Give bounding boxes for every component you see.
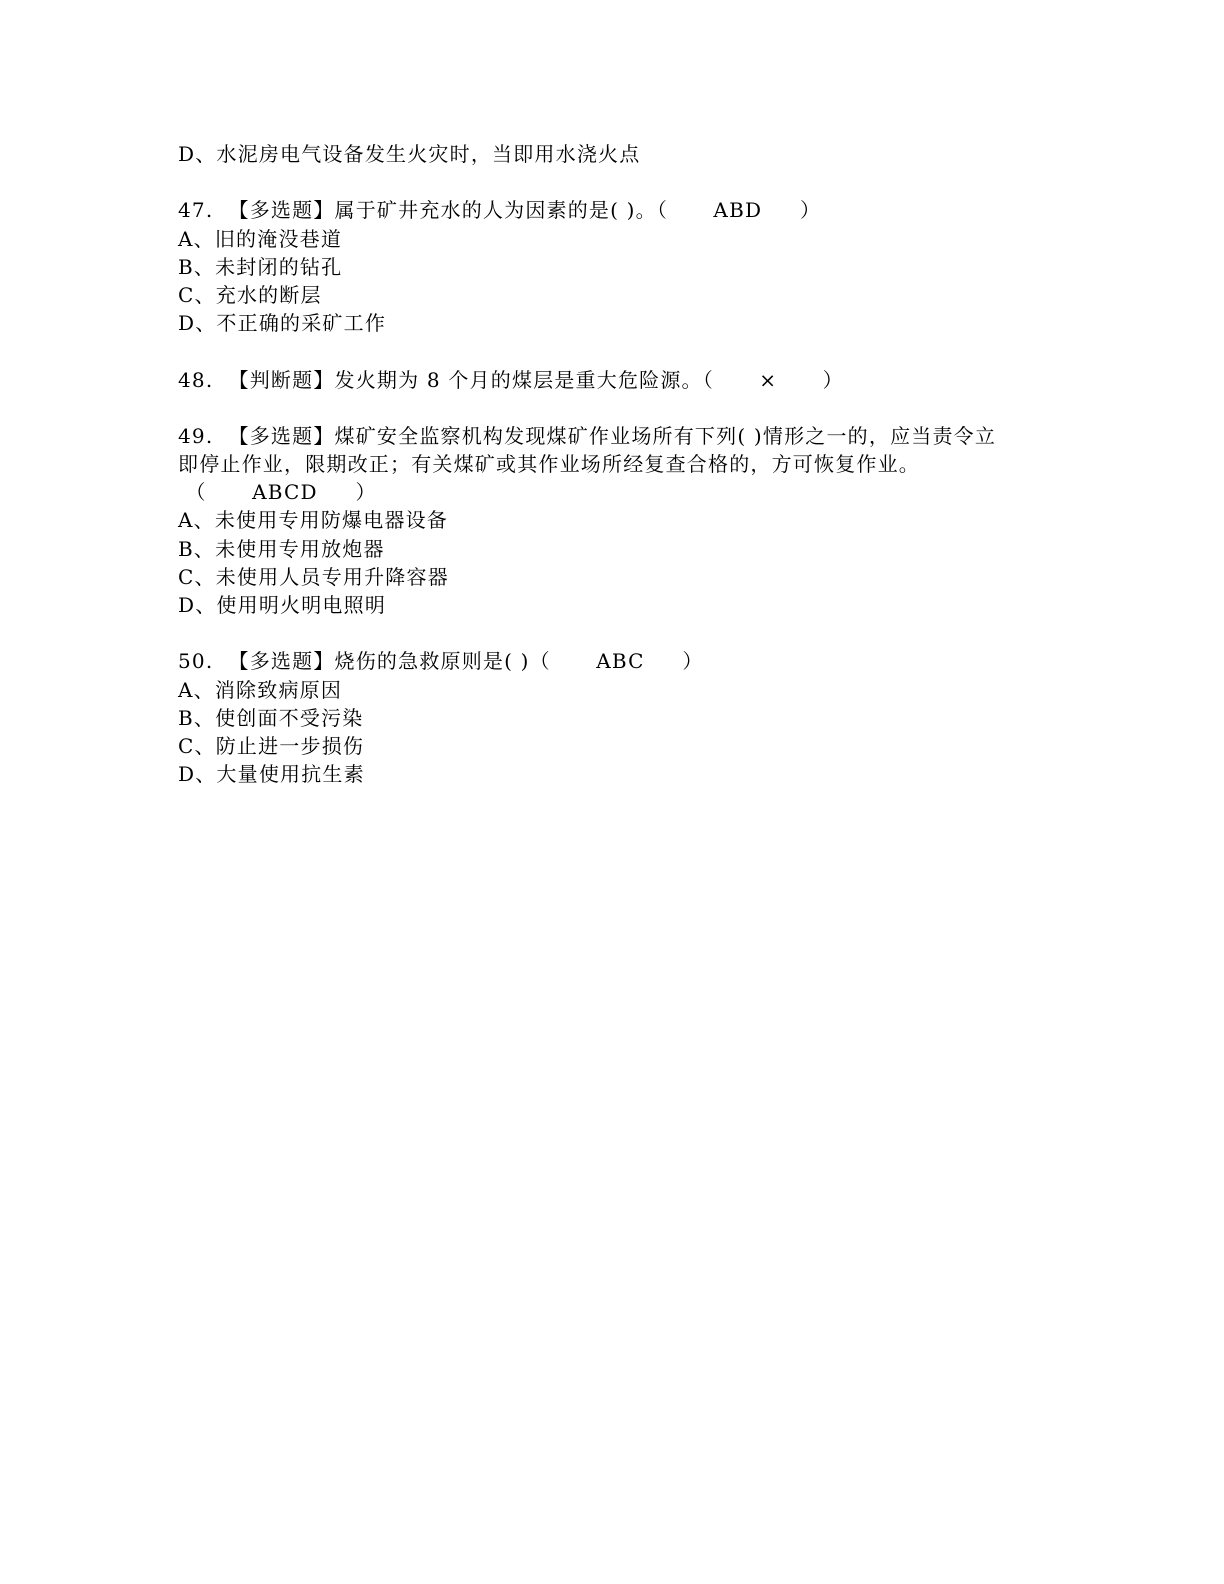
spacer: [178, 619, 1038, 647]
q50-option-a: A、消除致病原因: [178, 677, 343, 702]
q49-question-line-1: 49. 【多选题】煤矿安全监察机构发现煤矿作业场所有下列( )情形之一的，应当责令立: [178, 423, 997, 448]
spacer: [178, 168, 1038, 196]
q49-option-d: D、使用明火明电照明: [178, 593, 387, 617]
q47-option-d: D、不正确的采矿工作: [178, 311, 387, 336]
q49-answer: （ ABCD ）: [178, 480, 377, 505]
q49-option-c: C、未使用人员专用升降容器: [178, 564, 449, 589]
q50-question: 50. 【多选题】烧伤的急救原则是( )（ ABC ）: [178, 649, 704, 674]
document-page: [178, 140, 1038, 788]
q47-option-a: A、旧的淹没巷道: [178, 226, 343, 251]
q50-option-d: D、大量使用抗生素: [178, 762, 365, 787]
q47-question: 47. 【多选题】属于矿井充水的人为因素的是( )。（ ABD ）: [178, 198, 822, 223]
q49-option-a: A、未使用专用防爆电器设备: [178, 508, 449, 533]
spacer: [178, 337, 1038, 365]
q50-option-c: C、防止进一步损伤: [178, 733, 365, 758]
q48-question: 48. 【判断题】发火期为 8 个月的煤层是重大危险源。（ × ）: [178, 367, 844, 392]
q49-question-line-2: 即停止作业，限期改正；有关煤矿或其作业场所经复查合格的，方可恢复作业。: [178, 452, 920, 477]
q50-option-b: B、使创面不受污染: [178, 705, 364, 730]
spacer: [178, 394, 1038, 422]
q46-option-d: D、水泥房电气设备发生火灾时，当即用水浇火点: [178, 142, 641, 166]
q47-option-b: B、未封闭的钻孔: [178, 254, 343, 279]
q47-option-c: C、充水的断层: [178, 282, 322, 307]
q49-option-b: B、未使用专用放炮器: [178, 536, 385, 561]
